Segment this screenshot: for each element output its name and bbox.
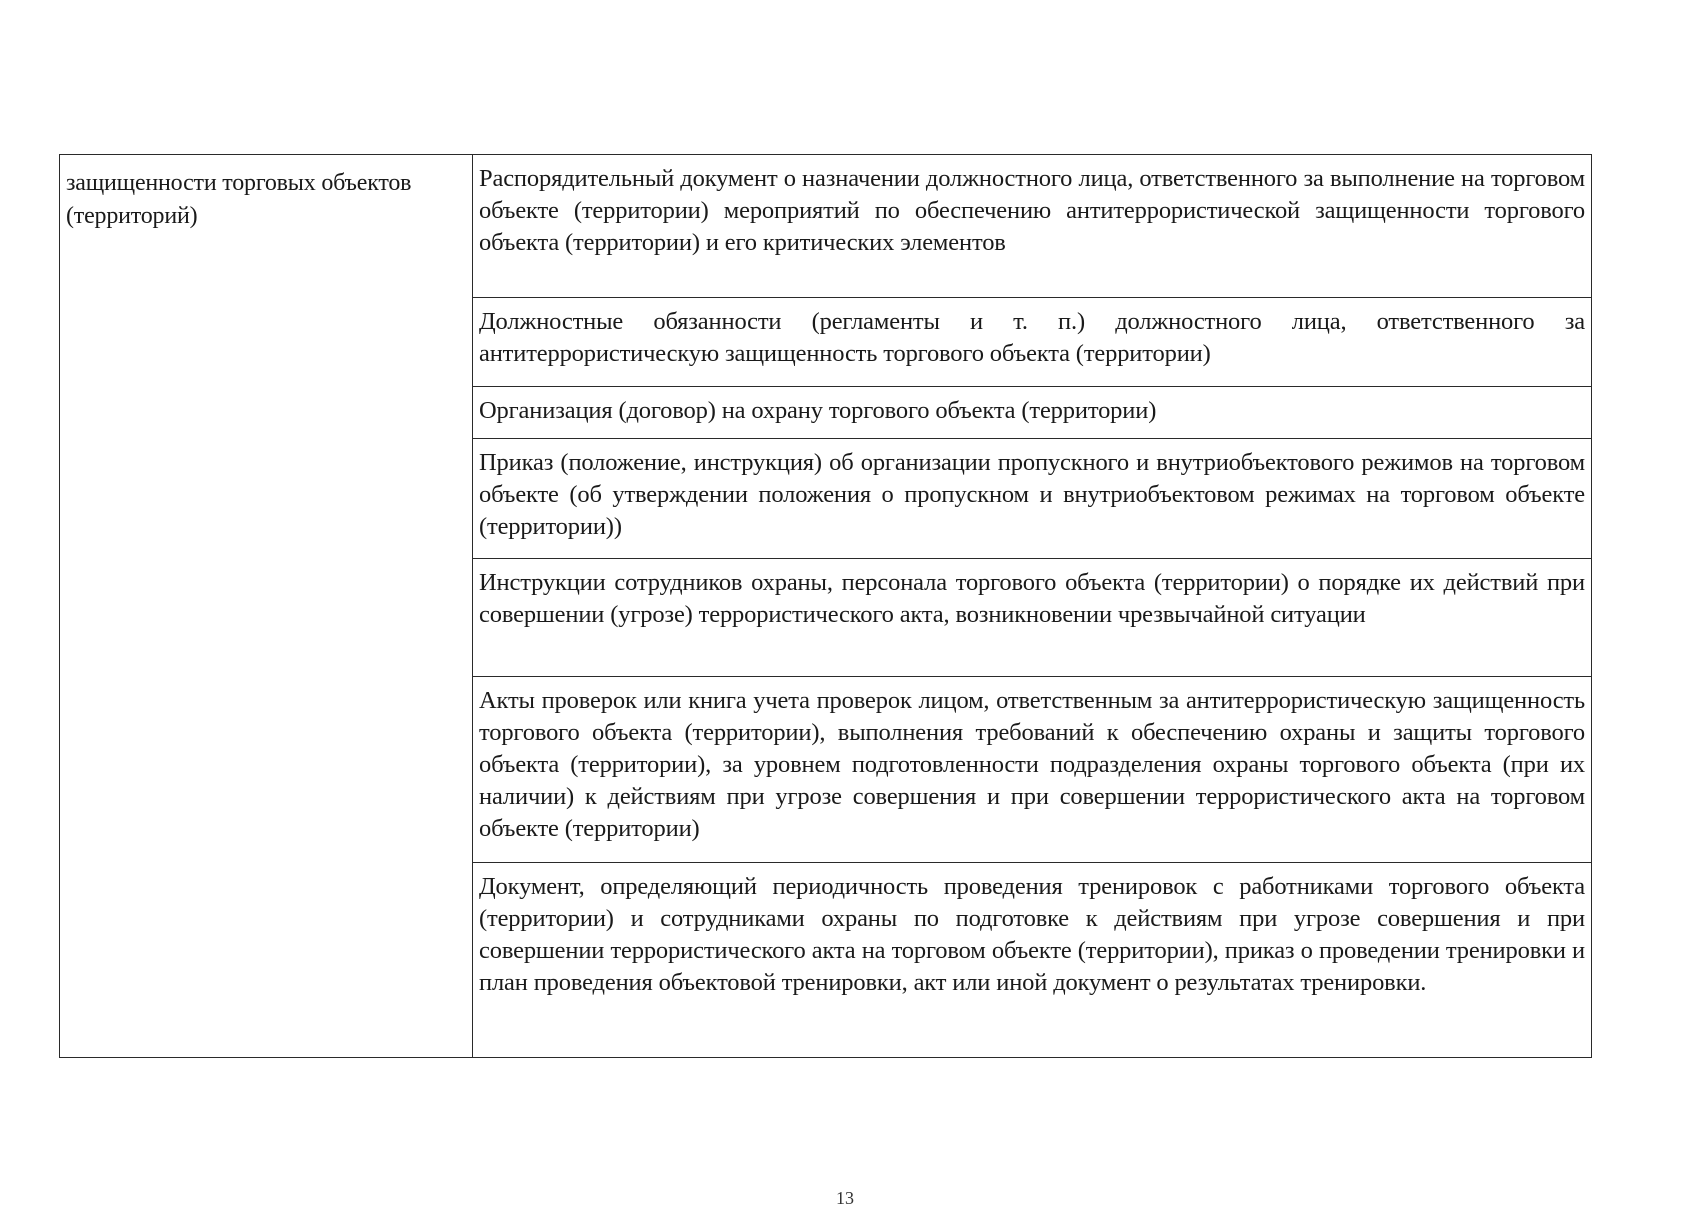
table-row: Документ, определяющий периодичность проведения тренировок с работниками торгового объекта (территории) и сотрудниками охраны по подготовке к действиям при угрозе совершения и при совершении террористического акта на торговом объекте (территории), приказ о проведении тренировки и план проведения объектовой тренировки, акт или иной документ о результатах тренировки. (479, 873, 1585, 996)
table-row: Приказ (положение, инструкция) об организации пропускного и внутриобъектового режимов на торговом объекте (об утверждении положения о пропускном и внутриобъектовом режимах на торговом объекте (территории)) (473, 439, 1591, 559)
table-row: Организация (договор) на охрану торгового объекта (территории) (473, 387, 1591, 439)
table-row: Акты проверок или книга учета проверок лицом, ответственным за антитеррористическую защищенность торгового объекта (территории), выполнения требований к обеспечению охраны и защиты торгового объекта (территории), за уровнем подготовленности подразделения охраны торгового объекта (при их наличии) к действиям при угрозе совершения и при совершении террористического акта на торговом объекте (территории) (473, 677, 1591, 863)
requirements-table (59, 154, 1592, 1058)
page-number: 13 (836, 1188, 854, 1208)
table-row: Инструкции сотрудников охраны, персонала торгового объекта (территории) о порядке их действий при совершении (угрозе) террористического акта, возникновении чрезвычайной ситуации (473, 559, 1591, 677)
table-left-cell: защищенности торговых объектов (территорий) (60, 155, 473, 1057)
table-row: Должностные обязанности (регламенты и т. п.) должностного лица, ответственного за антитеррористическую защищенность торгового объекта (территории) (473, 298, 1591, 387)
table-right-column (473, 155, 1591, 1057)
table-row: Распорядительный документ о назначении должностного лица, ответственного за выполнение на торговом объекте (территории) мероприятий по обеспечению антитеррористической защищенности торгового объекта (территории) и его критических элементов (473, 155, 1591, 298)
